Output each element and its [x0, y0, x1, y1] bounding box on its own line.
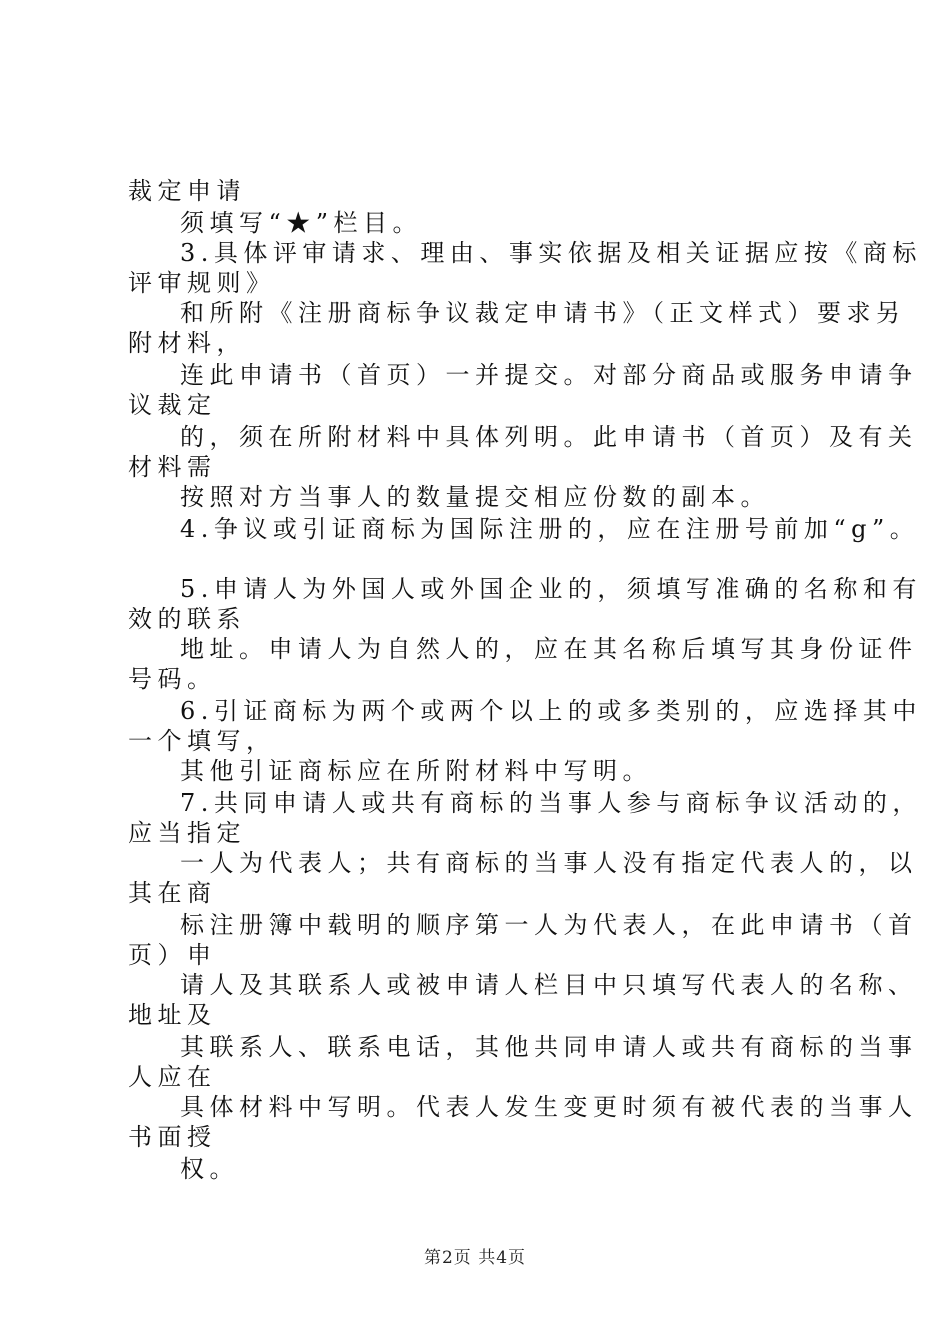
text-line: 7.共同申请人或共有商标的当事人参与商标争议活动的，	[180, 789, 922, 817]
text-line: 3.具体评审请求、理由、事实依据及相关证据应按《商标	[180, 239, 922, 267]
text-line: 材料需	[128, 453, 217, 481]
text-line: 书面授	[128, 1123, 217, 1151]
text-line: 和所附《注册商标争议裁定申请书》（正文样式）要求另	[180, 299, 906, 327]
text-line: 其联系人、联系电话，其他共同申请人或共有商标的当事	[180, 1033, 918, 1061]
text-line: 5.申请人为外国人或外国企业的，须填写准确的名称和有	[180, 575, 922, 603]
text-line: 连此申请书（首页）一并提交。对部分商品或服务申请争	[180, 361, 918, 389]
text-line: 一人为代表人；共有商标的当事人没有指定代表人的，以	[180, 849, 918, 877]
text-line: 按照对方当事人的数量提交相应份数的副本。	[180, 483, 770, 511]
text-line: 页）申	[128, 941, 217, 969]
text-line: 的，须在所附材料中具体列明。此申请书（首页）及有关	[180, 423, 918, 451]
text-line: 裁定申请	[128, 177, 246, 205]
text-line: 附材料，	[128, 329, 246, 357]
text-line: 标注册簿中载明的顺序第一人为代表人，在此申请书（首	[180, 911, 918, 939]
text-line: 其他引证商标应在所附材料中写明。	[180, 757, 652, 785]
text-line: 具体材料中写明。代表人发生变更时须有被代表的当事人	[180, 1093, 918, 1121]
text-line: 须填写“★”栏目。	[180, 209, 423, 237]
text-line: 应当指定	[128, 819, 246, 847]
text-line: 议裁定	[128, 391, 217, 419]
text-line: 6.引证商标为两个或两个以上的或多类别的，应选择其中	[180, 697, 922, 725]
text-line: 地址及	[128, 1001, 217, 1029]
text-line: 4.争议或引证商标为国际注册的，应在注册号前加“g”。	[180, 515, 920, 543]
page-footer: 第2页 共4页	[423, 1248, 527, 1268]
text-line: 请人及其联系人或被申请人栏目中只填写代表人的名称、	[180, 971, 918, 999]
text-line: 一个填写，	[128, 727, 276, 755]
text-line: 评审规则》	[128, 269, 276, 297]
text-line: 效的联系	[128, 605, 246, 633]
text-line: 号码。	[128, 665, 217, 693]
text-line: 其在商	[128, 879, 217, 907]
text-line: 地址。申请人为自然人的，应在其名称后填写其身份证件	[180, 635, 918, 663]
text-line: 人应在	[128, 1063, 217, 1091]
text-line: 权。	[180, 1155, 239, 1183]
